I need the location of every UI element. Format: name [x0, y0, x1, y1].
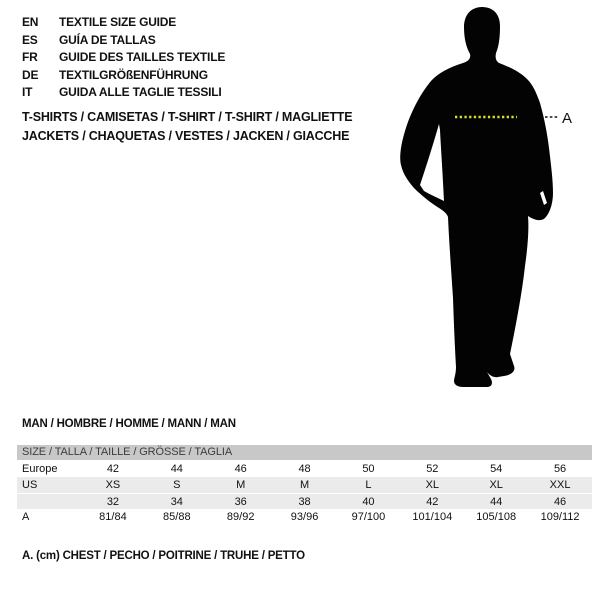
table-cell: 89/92 — [226, 511, 255, 523]
table-cell: M — [236, 479, 246, 491]
row-label: A — [22, 511, 30, 523]
language-row — [22, 49, 225, 67]
table-cell: XL — [489, 479, 503, 491]
table-cell: 50 — [362, 463, 375, 475]
table-cell: 81/84 — [99, 511, 127, 523]
table-cell: 36 — [234, 496, 247, 508]
language-title: GUIDA ALLE TAGLIE TESSILI — [59, 85, 222, 99]
language-code: ES — [22, 32, 38, 47]
language-row — [22, 67, 225, 85]
table-cell: M — [299, 479, 310, 491]
table-cell: 34 — [170, 496, 183, 508]
table-cell: 38 — [298, 496, 311, 508]
row-label: Europe — [22, 463, 58, 475]
table-cell: 44 — [170, 463, 183, 475]
table-cell: 44 — [490, 496, 503, 508]
table-cell: 32 — [106, 496, 120, 508]
category-line-jackets: JACKETS / CHAQUETAS / VESTES / JACKEN / GIACCHE — [22, 129, 350, 143]
table-cell: S — [173, 479, 181, 491]
language-row — [22, 84, 225, 102]
table-cell: 105/108 — [476, 511, 517, 523]
table-row-chest-a — [17, 509, 592, 525]
table-cell: XS — [105, 479, 121, 491]
language-guide-block — [22, 14, 225, 102]
table-cell: 52 — [426, 463, 439, 475]
table-row-us — [17, 477, 592, 493]
table-cell: L — [365, 479, 372, 491]
table-cell: XXL — [549, 479, 571, 491]
table-cell: 42 — [106, 463, 120, 475]
man-silhouette-icon — [400, 7, 553, 387]
table-cell: 42 — [426, 496, 439, 508]
table-cell: 93/96 — [290, 511, 319, 523]
man-silhouette-figure — [395, 0, 600, 395]
category-block — [22, 108, 352, 146]
language-code: FR — [22, 50, 38, 64]
measure-label-a: A — [562, 110, 573, 127]
table-cell: 46 — [234, 463, 247, 475]
table-cell: 54 — [490, 463, 503, 475]
measurement-footnote: A. (cm) CHEST / PECHO / POITRINE / TRUHE / PETTO — [22, 550, 305, 562]
table-cell: 97/100 — [351, 511, 386, 523]
row-label — [17, 494, 81, 510]
language-code: DE — [22, 67, 39, 82]
language-title: TEXTILE SIZE GUIDE — [59, 15, 177, 29]
table-cell: 40 — [362, 496, 375, 508]
section-title: MAN / HOMBRE / HOMME / MANN / MAN — [22, 418, 236, 430]
language-row — [22, 32, 225, 50]
language-title: TEXTILGRÖßENFÜHRUNG — [59, 67, 208, 82]
language-code: EN — [22, 15, 39, 29]
table-cell: 85/88 — [163, 511, 191, 523]
category-line-tshirts: T-SHIRTS / CAMISETAS / T-SHIRT / T-SHIRT / MAGLIETTE — [22, 110, 353, 124]
language-code: IT — [22, 85, 33, 99]
row-label: US — [22, 479, 38, 491]
table-cell: 46 — [553, 496, 567, 508]
table-cell: 56 — [553, 463, 567, 475]
language-row — [22, 14, 225, 32]
language-title: GUIDE DES TAILLES TEXTILE — [59, 50, 226, 64]
table-cell: 48 — [298, 463, 311, 475]
language-title: GUÍA DE TALLAS — [59, 32, 156, 47]
table-cell: 109/112 — [540, 511, 580, 523]
man-silhouette-svg — [395, 0, 600, 395]
table-cell: XL — [425, 479, 440, 491]
size-table — [17, 445, 592, 525]
table-cell: 101/104 — [412, 511, 453, 523]
table-row-us-numeric — [17, 493, 592, 509]
table-row-europe — [17, 461, 592, 477]
size-table-header: SIZE / TALLA / TAILLE / GRÖSSE / TAGLIA — [17, 445, 592, 460]
